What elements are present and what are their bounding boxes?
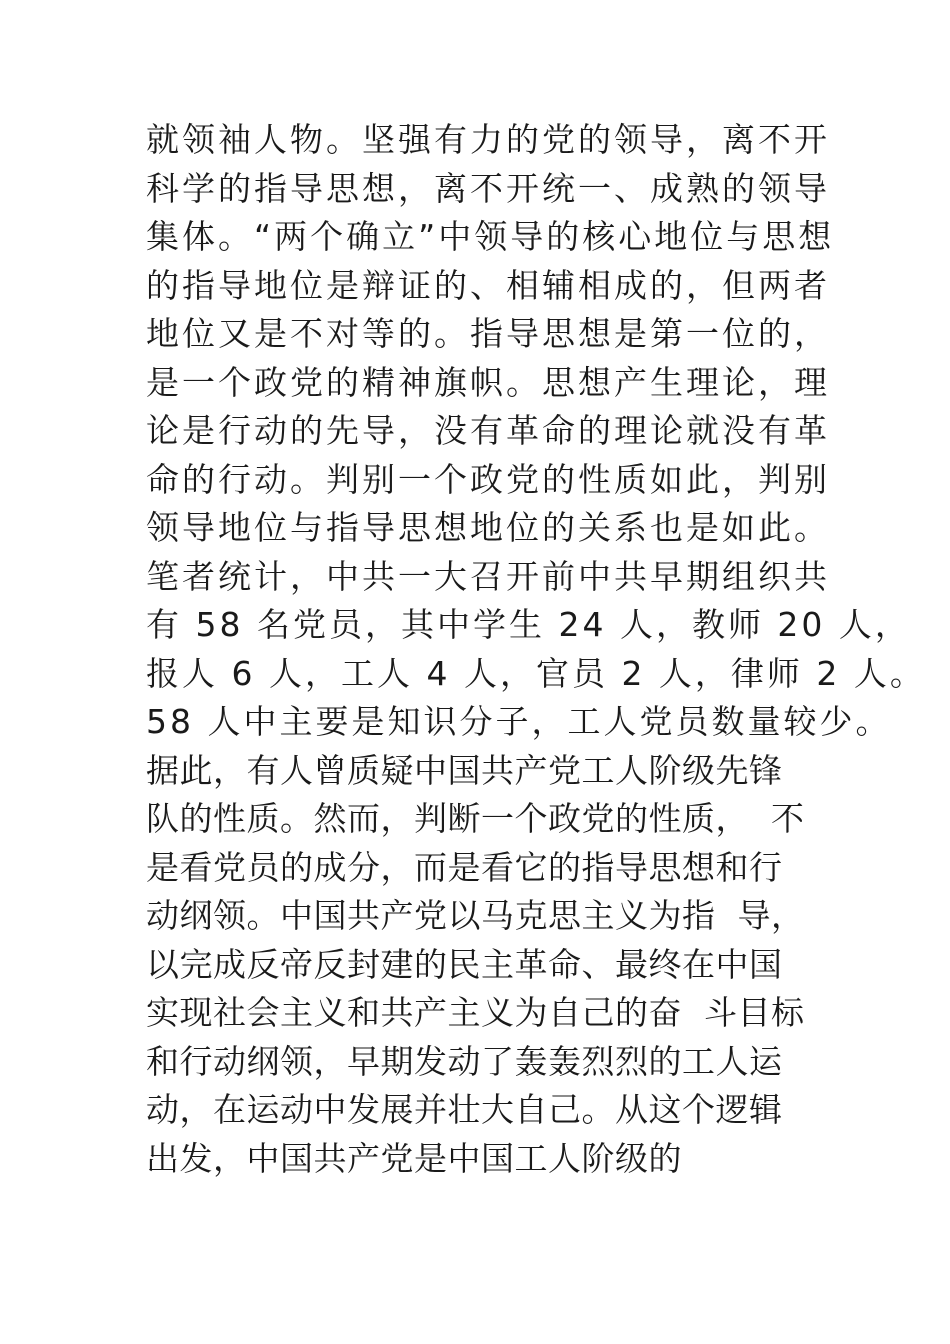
- text-line: 以完成反帝反封建的民主革命、最终在中国: [146, 944, 783, 984]
- text-line: 和行动纲领，早期发动了轰轰烈烈的工人运: [146, 1041, 783, 1081]
- text-line: 集体。“两个确立”中领导的核心地位与思想: [146, 217, 835, 256]
- text-line: 是一个政党的精神旗帜。思想产生理论，理: [146, 362, 830, 402]
- text-line: 动纲领。中国共产党以马克思主义为指 导，: [146, 896, 805, 935]
- text-line: 58 人中主要是知识分子，工人党员数量较少。: [146, 702, 892, 741]
- text-line: 领导地位与指导思想地位的关系也是如此。: [146, 508, 830, 547]
- text-line: 实现社会主义和共产主义为自己的奋 斗目标: [146, 993, 805, 1032]
- text-line: 笔者统计，中共一大召开前中共早期组织共: [146, 556, 830, 596]
- text-line: 地位又是不对等的。指导思想是第一位的，: [146, 314, 830, 353]
- text-line: 出发，中国共产党是中国工人阶级的: [146, 1138, 682, 1178]
- body-text: [146, 116, 926, 1183]
- text-line: 科学的指导思想，离不开统一、成熟的领导: [146, 168, 830, 208]
- text-line: 动，在运动中发展并壮大自己。从这个逻辑: [146, 1090, 783, 1129]
- text-line: 是看党员的成分，而是看它的指导思想和行: [146, 847, 783, 887]
- text-line: 据此，有人曾质疑中国共产党工人阶级先锋: [146, 750, 783, 790]
- text-line: 的指导地位是辩证的、相辅相成的，但两者: [146, 265, 830, 305]
- text-line: 有 58 名党员，其中学生 24 人，教师 20 人，: [146, 605, 911, 644]
- text-line: 队的性质。然而，判断一个政党的性质， 不: [146, 799, 805, 838]
- text-line: 就领袖人物。坚强有力的党的领导，离不开: [146, 120, 830, 159]
- text-line: 报人 6 人，工人 4 人，官员 2 人，律师 2 人。: [146, 653, 926, 693]
- text-line: 论是行动的先导，没有革命的理论就没有革: [146, 411, 830, 450]
- text-line: 命的行动。判别一个政党的性质如此，判别: [146, 459, 830, 499]
